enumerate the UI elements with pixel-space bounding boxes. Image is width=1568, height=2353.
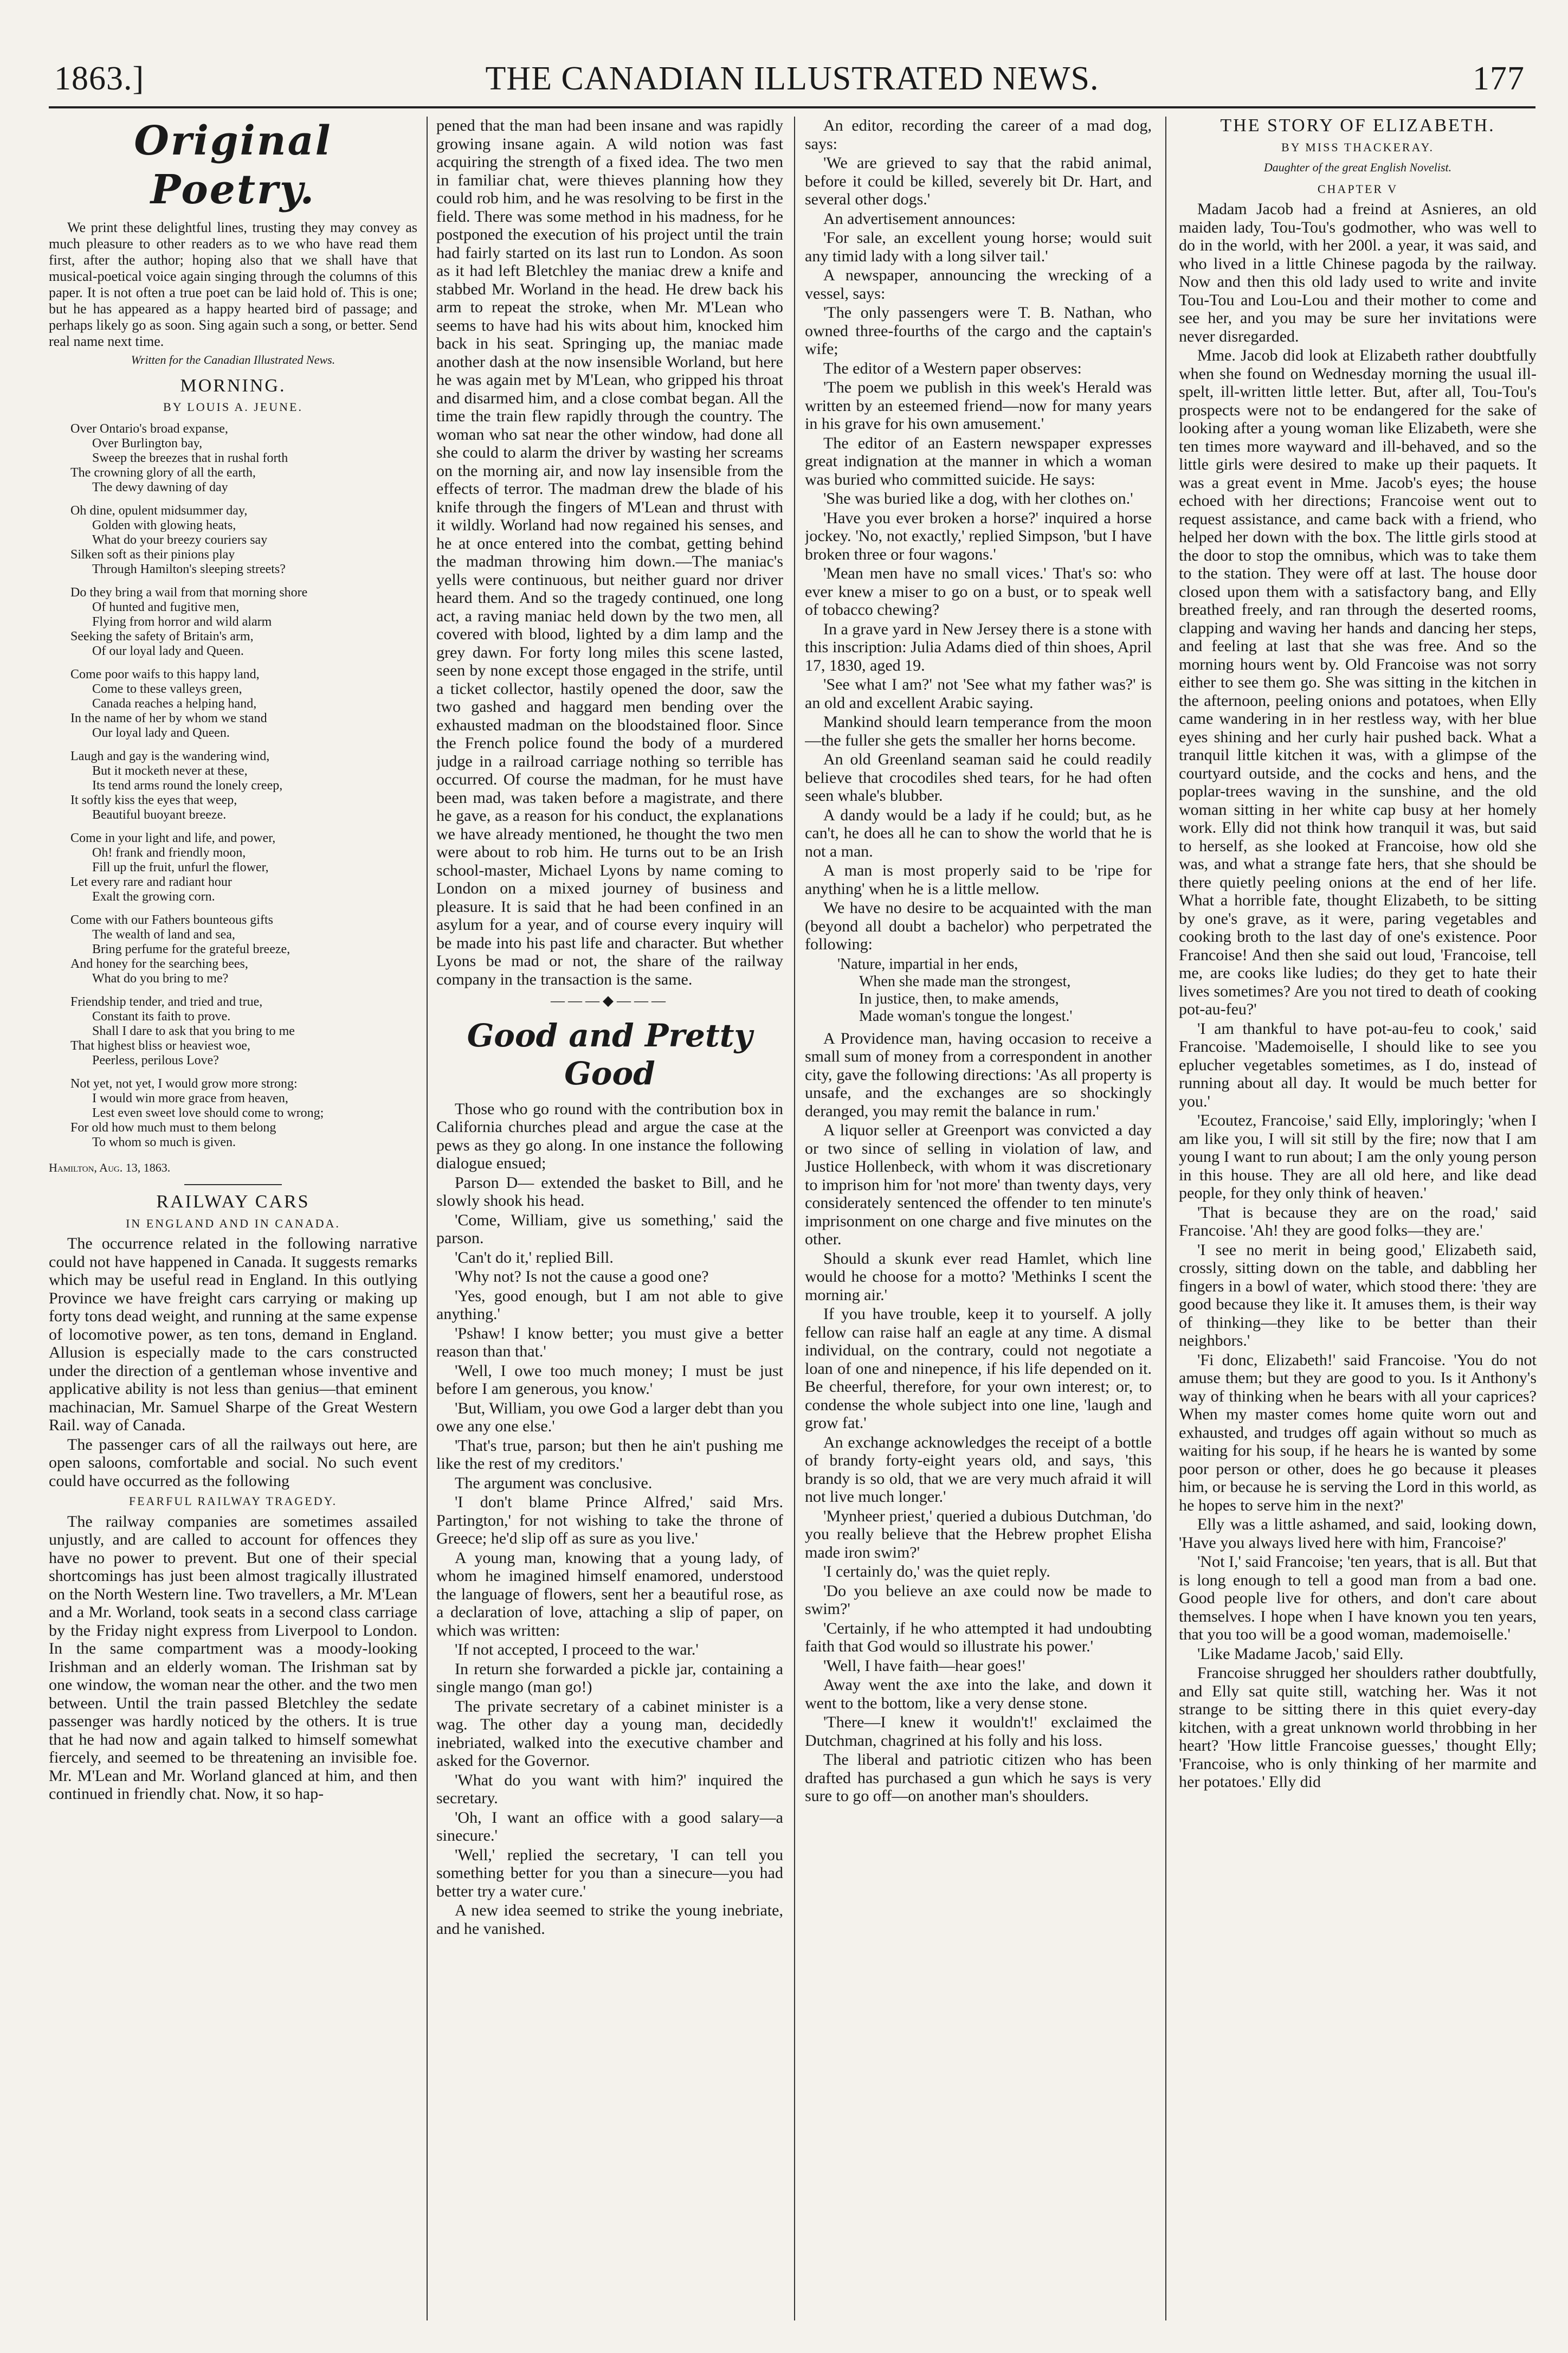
good-item: Should a skunk ever read Hamlet, which line would he choose for a motto? 'Methinks I scent the morning air.' — [805, 1249, 1152, 1304]
poem-stanza — [49, 749, 417, 822]
story-chapter: CHAPTER V — [1317, 182, 1398, 196]
poem-stanza — [49, 422, 417, 495]
story-paragraph: 'Not I,' said Francoise; 'ten years, that is all. But that is long enough to tell a good man from a bad one. Good people live for others, and don't care about themselves. I hope when I have known you ten years, that you too will be a good woman, mademoiselle.' — [1179, 1553, 1537, 1643]
good-item: 'That's true, parson; but then he ain't pushing me like the rest of my creditors.' — [436, 1436, 783, 1473]
poem-line: Seeking the safety of Britain's arm, — [70, 629, 254, 644]
story-paragraph: 'Fi donc, Elizabeth!' said Francoise. 'You do not amuse them; but they are good to you. Is it Anthony's way of thinking when he bears with all your caprices? When my master comes home quite worn out and exhausted, and trudges off again without so much as waiting for his soup, if he hears he is wanted by some poor person or other, does he go because it pleases him, or because he is serving the Lord in this world, as he hopes to serve him in the next?' — [1179, 1351, 1537, 1514]
good-item: In return she forwarded a pickle jar, containing a single mango (man go!) — [436, 1660, 783, 1696]
good-item: 'Mynheer priest,' queried a dubious Dutchman, 'do you really believe that the Hebrew prophet Elisha made iron swim?' — [805, 1507, 1152, 1561]
good-item: 'I certainly do,' was the quiet reply. — [823, 1563, 1050, 1580]
good-item: The private secretary of a cabinet minister is a wag. The other day a young man, decidedly inebriated, walked into the executive chamber and asked for the Governor. — [436, 1697, 783, 1770]
good-item: 'Certainly, if he who attempted it had undoubting faith that God would so illustrate his power.' — [805, 1619, 1152, 1655]
poem-line: Over Burlington bay, — [92, 436, 203, 451]
poem-line: But it mocketh never at these, — [92, 763, 248, 778]
tragedy-text-part-2: pened that the man had been insane and was rapidly growing insane again. A wild notion was fast acquiring the strength of a fixed idea. The two men in familiar chat, were thieves planning how they could rob him, and he was resolving to be first in the field. There was some method in his madness, for he postponed the execution of his project until the train had fairly started on its last run to London. As soon as it had left Bletchley the maniac drew a knife and stabbed Mr. Worland in the head. He drew back his arm to repeat the stroke, when Mr. M'Lean who seems to have had his wits about him, knocked him back in his seat. Springing up, the maniac made another dash at the now insensible Worland, but here he was again met by M'Lean, who gripped his throat and disarmed him, and a close combat began. All the time the train flew rapidly through the country. The woman who sat near the other window, had done all she could to alarm the driver by wasting her screams on the morning air, and now lay insensible from the effects of terror. The madman drew the blade of his knife through the fingers of M'Lean and thrust with it wildly. Worland had now regained his senses, and he at once entered into the combat, getting behind the madman throwing him down.—The maniac's yells were continuous, but neither guard nor driver heard them. And so the tragedy continued, one long act, a raving maniac held down by the two men, all covered with blood, lighted by a dim lamp and the grey dawn. For forty long miles this scene lasted, seen by none except those engaged in the strife, until a ticket collector, hastily opened the door, saw the two gashed and haggard men bending over the exhausted madman on the bloodstained floor. Since the French police found the body of a murdered judge in a railroad carriage nothing so terrible has occurred. Of course the madman, for he must have been mad, was taken before a magistrate, and there he gave, as a reason for his conduct, the explanations we have already mentioned, he thought the two men were about to rob him. He turns out to be an Irish school-master, Michael Lyons by name coming to London on a mixed journey of business and pleasure. It is said that he had been confined in an asylum for a year, and of course every inquiry will be made into his past life and character. But whether Lyons be mad or not, the share of the railway company in the transaction is the same. — [436, 117, 783, 988]
header-year: 1863.] — [54, 60, 145, 97]
story-paragraph: 'I see no merit in being good,' Elizabeth said, crossly, sitting down on the table, and dabbling her fingers in a bowl of water, which stood there: 'they are good because they like it. It amuses them, is their way of thinking—they like to be better than their neighbors.' — [1179, 1240, 1537, 1349]
good-item: A young man, knowing that a young lady, of whom he imagined himself enamored, understood the language of flowers, sent her a beautiful rose, as a declaration of love, attaching a slip of paper, on which was written: — [436, 1548, 783, 1640]
poem-line: Golden with glowing heats, — [92, 518, 236, 532]
poem-line: Oh dine, opulent midsummer day, — [70, 503, 248, 518]
good-item: Away went the axe into the lake, and down it went to the bottom, like a very dense stone. — [805, 1676, 1152, 1712]
poem-line: Oh! frank and friendly moon, — [92, 845, 246, 860]
railway-paragraph: The occurrence related in the following narrative could not have happened in Canada. It suggests remarks which may be useful read in England. In this outlying Province we have freight cars carrying or making up forty tons dead weight, and running at the same expense of locomotive power, as ten tons, demand in England. Allusion is especially made to the cars constructed under the direction of a gentleman whose inventive and applicative ability is not less than genius—that eminent machinacian, Mr. Samuel Sharpe of the Great Western Rail. way of Canada. — [49, 1235, 417, 1434]
good-item: 'The poem we publish in this week's Herald was written by an esteemed friend—now for many years in his grave for his own amusement.' — [805, 378, 1152, 433]
poem-signoff: Hamilton, Aug. 13, 1863. — [49, 1160, 171, 1174]
poem-line: Let every rare and radiant hour — [70, 875, 232, 889]
poem-line: To whom so much is given. — [92, 1135, 236, 1149]
good-item: 'Why not? Is not the cause a good one? — [455, 1268, 709, 1285]
verse-line: When she made man the strongest, — [859, 973, 1071, 990]
poem-stanza — [49, 831, 417, 904]
verse-line: 'Nature, impartial in her ends, — [837, 955, 1018, 973]
railway-title: RAILWAY CARS — [156, 1192, 310, 1212]
good-item: If you have trouble, keep it to yourself. A jolly fellow can raise half an eagle at any time. A dismal individual, on the contrary, could not negotiate a loan of one and ninepence, if his life depended on it. Be cheerful, therefore, for your own interest; or, to condense the whole subject into one line, 'laugh and grow fat.' — [805, 1305, 1152, 1432]
poem-line: Through Hamilton's sleeping streets? — [92, 562, 286, 576]
column-separator — [427, 117, 428, 2320]
column-separator — [794, 117, 795, 2320]
good-item: 'Can't do it,' replied Bill. — [455, 1248, 614, 1266]
poem-line: Silken soft as their pinions play — [70, 547, 235, 562]
story-paragraph: Elly was a little ashamed, and said, looking down, 'Have you always lived here with him, Francoise?' — [1179, 1515, 1537, 1552]
good-item: An old Greenland seaman said he could readily believe that crocodiles shed tears, for he had often seen whale's blubber. — [805, 750, 1152, 805]
poem-line: The dewy dawning of day — [92, 480, 228, 494]
story-paragraph: Mme. Jacob did look at Elizabeth rather doubtfully when she found on Wednesday morning the usual ill-spelt, ill-written little letter. But, after all, Tou-Tou's prospects were not to be endangered for the sake of looking after a young woman like Elizabeth, were she ten times more wayward and ill-behaved, and so the little girls were desired to make up their paquets. It was a great event in Mme. Jacob's eyes; the house echoed with her directions; Francoise went out to request assistance, and came back with a friend, who helped her down with the box. The little girls stood at the door to stop the omnibus, which was to take them to the station. They were off at last. The house door closed upon them with a satisfactory bang, and Elly breathed freely, and ran through the deserted rooms, clapping and waving her hands and dancing her steps, and feeling at last that she was free. And so the morning hours went by. Old Francoise was not sorry either to see them go. She was sitting in the kitchen in the afternoon, peeling onions and potatoes, when Elly came wandering in in her restless way, with her blue eyes shining and her curly hair pushed back. What a tranquil little kitchen it was, with a glimpse of the courtyard outside, and the cocks and hens, and the poplar-trees waving in the sunshine, and the old woman sitting in her white cap busy at her homely work. Elly did not think how tranquil it was, but said to herself, as she looked at Francoise, how old she was, and what a strange fate hers, that she should be there quietly peeling onions at the end of her life. What a horrible fate, thought Elizabeth, to be sitting by one's grave, as it were, paring vegetables and cooking broth to the last day of one's existence. Poor Francoise! And then she said out loud, 'Francoise, tell me, are cooks like ludies; do they get to hate their lives sometimes? Are you not tired to death of cooking pot-au-feu?' — [1179, 346, 1537, 1018]
story-paragraph: 'I am thankful to have pot-au-feu to cook,' said Francoise. 'Mademoiselle, I should like to see you eplucher vegetables sometimes, as I do, instead of running about all day. It would be much better for you.' — [1179, 1019, 1537, 1110]
poem-line: The crowning glory of all the earth, — [70, 465, 256, 480]
poem-stanza — [49, 995, 417, 1068]
good-item: 'We are grieved to say that the rabid animal, before it could be killed, severely bit Dr. Hart, and several other dogs.' — [805, 154, 1152, 208]
poem-stanza — [49, 586, 417, 659]
good-item: 'Mean men have no small vices.' That's so: who ever knew a miser to go on a bust, or to speak well of tobacco chewing? — [805, 564, 1152, 619]
poem-line: Beautiful buoyant breeze. — [92, 807, 227, 822]
poem-title: MORNING. — [180, 375, 286, 396]
good-column-3-top — [805, 117, 1152, 954]
good-item: 'She was buried like a dog, with her clothes on.' — [823, 490, 1133, 507]
poem-line: In the name of her by whom we stand — [70, 711, 267, 725]
poem-line: Of hunted and fugitive men, — [92, 600, 240, 614]
good-item: 'Have you ever broken a horse?' inquired a horse jockey. 'No, not exactly,' replied Simpson, 'but I have broken three or four wagons.' — [805, 509, 1152, 563]
good-item: 'If not accepted, I proceed to the war.' — [455, 1641, 699, 1658]
story-byline: BY MISS THACKERAY. — [1281, 140, 1434, 154]
good-item: 'Well,' replied the secretary, 'I can tell you something better for you than a sinecure—you had better try a water cure.' — [436, 1846, 783, 1900]
railway-paragraph: The passenger cars of all the railways out here, are open saloons, comfortable and social. No such event could have occurred as the following — [49, 1435, 417, 1490]
poem-line: It softly kiss the eyes that weep, — [70, 793, 237, 807]
poem-line: What do your breezy couriers say — [92, 532, 268, 547]
poem-body — [49, 422, 417, 1150]
good-item: In a grave yard in New Jersey there is a stone with this inscription: Julia Adams died of thin shoes, April 17, 1830, aged 19. — [805, 620, 1152, 674]
story-paragraph: 'That is because they are on the road,' said Francoise. 'Ah! they are good folks—they are.' — [1179, 1203, 1537, 1239]
poem-line: What do you bring to me? — [92, 971, 229, 986]
good-item: An advertisement announces: — [823, 209, 1016, 228]
railway-subtitle: IN ENGLAND AND IN CANADA. — [126, 1216, 340, 1230]
page-header — [49, 54, 1535, 103]
story-author-note: Daughter of the great English Novelist. — [1263, 160, 1452, 174]
story-body — [1179, 200, 1537, 1791]
story-title: THE STORY OF ELIZABETH. — [1220, 117, 1495, 136]
poem-written-for: Written for the Canadian Illustrated News. — [131, 353, 335, 367]
poem-line: Do they bring a wail from that morning shore — [70, 585, 308, 600]
poem-line: Of our loyal lady and Queen. — [92, 644, 244, 658]
good-item: A newspaper, announcing the wrecking of a vessel, says: — [805, 266, 1152, 303]
good-item: 'Oh, I want an office with a good salary—a sinecure.' — [436, 1808, 783, 1844]
poem-line: Come in your light and life, and power, — [70, 831, 276, 845]
poem-line: Come with our Fathers bounteous gifts — [70, 912, 273, 927]
tragedy-heading: FEARFUL RAILWAY TRAGEDY. — [128, 1494, 338, 1508]
good-item: 'For sale, an excellent young horse; would suit any timid lady with a long silver tail.' — [805, 229, 1152, 265]
poem-line: Shall I dare to ask that you bring to me — [92, 1024, 295, 1038]
good-item: 'Do you believe an axe could now be made to swim?' — [805, 1581, 1152, 1618]
good-item: The argument was conclusive. — [455, 1474, 653, 1492]
good-item: The liberal and patriotic citizen who has been drafted has purchased a gun which he says is very sure to go off—on another man's shoulders. — [805, 1751, 1152, 1805]
poem-line: Lest even sweet love should come to wrong; — [92, 1105, 324, 1120]
good-heading: Good and Pretty Good — [467, 1017, 753, 1092]
poem-line: Come poor waifs to this happy land, — [70, 667, 260, 682]
header-page-number: 177 — [1473, 60, 1525, 97]
poem-stanza — [49, 913, 417, 986]
poem-line: Sweep the breezes that in rushal forth — [92, 451, 288, 465]
good-item: The editor of an Eastern newspaper expresses great indignation at the manner in which a woman was buried who committed suicide. He says: — [805, 434, 1152, 488]
verse-quote — [837, 956, 1152, 1025]
poem-line: Come to these valleys green, — [92, 682, 242, 696]
good-item: Parson D— extended the basket to Bill, and he slowly shook his head. — [436, 1173, 783, 1210]
poem-line: Constant its faith to prove. — [92, 1009, 231, 1024]
poem-stanza — [49, 667, 417, 741]
section-rule — [184, 1184, 282, 1185]
poem-byline: BY LOUIS A. JEUNE. — [163, 400, 303, 414]
poem-line: I would win more grace from heaven, — [92, 1091, 288, 1105]
poem-line: Not yet, not yet, I would grow more strong: — [70, 1076, 298, 1091]
header-rule — [49, 106, 1535, 108]
poem-line: Flying from horror and wild alarm — [92, 614, 272, 629]
column-1 — [49, 117, 417, 2320]
good-item: A Providence man, having occasion to receive a small sum of money from a correspondent in another city, gave the following directions: 'As all property is unsafe, and the exchanges are so shockingly deranged, you may remit the balance in rum.' — [805, 1029, 1152, 1120]
good-item: 'What do you want with him?' inquired the secretary. — [436, 1771, 783, 1807]
good-item: The editor of a Western paper observes: — [823, 359, 1082, 377]
good-item: Mankind should learn temperance from the moon—the fuller she gets the smaller her horns become. — [805, 713, 1152, 749]
poem-stanza — [49, 1077, 417, 1150]
column-separator — [1165, 117, 1166, 2320]
good-item: Those who go round with the contribution box in California churches plead and argue the case at the pews as they go along. In one instance the following dialogue ensued; — [436, 1100, 783, 1172]
poem-line: Our loyal lady and Queen. — [92, 725, 230, 740]
column-2 — [436, 117, 783, 2320]
story-paragraph: 'Like Madame Jacob,' said Elly. — [1197, 1644, 1404, 1663]
good-item: 'The only passengers were T. B. Nathan, who owned three-fourths of the cargo and the captain's wife; — [805, 304, 1152, 358]
poem-line: Its tend arms round the lonely creep, — [92, 778, 283, 793]
good-item: 'Pshaw! I know better; you must give a better reason than that.' — [436, 1324, 783, 1360]
good-item: 'There—I knew it wouldn't!' exclaimed the Dutchman, chagrined at his folly and his loss. — [805, 1713, 1152, 1750]
good-item: A liquor seller at Greenport was convicted a day or two since of selling in violation of law, and Justice Hollenbeck, with whom it was discretionary to imprison him for 'not more' than twenty days, very considerately sentenced the offender to ten minute's imprisonment on one charge and five minutes on the other. — [805, 1121, 1152, 1248]
column-4 — [1179, 117, 1537, 2320]
good-item: A man is most properly said to be 'ripe for anything' when he is a little mellow. — [805, 862, 1152, 898]
poem-line: That highest bliss or heaviest woe, — [70, 1038, 250, 1053]
good-item: A new idea seemed to strike the young inebriate, and he vanished. — [436, 1901, 783, 1938]
good-item: 'Come, William, give us something,' said the parson. — [436, 1211, 783, 1247]
poem-line: The wealth of land and sea, — [92, 927, 235, 942]
good-item: An exchange acknowledges the receipt of a bottle of brandy forty-eight years old, and says, 'this brandy is so old, that we are very much afraid it will not live much longer.' — [805, 1433, 1152, 1506]
header-title: THE CANADIAN ILLUSTRATED NEWS. — [485, 60, 1099, 97]
poetry-heading: Original Poetry. — [134, 118, 332, 213]
good-item: 'But, William, you owe God a larger debt than you owe any one else.' — [436, 1399, 783, 1435]
good-item: 'Yes, good enough, but I am not able to give anything.' — [436, 1287, 783, 1323]
poem-line: Over Ontario's broad expanse, — [70, 421, 228, 436]
poem-line: Peerless, perilous Love? — [92, 1053, 219, 1068]
poem-line: Laugh and gay is the wandering wind, — [70, 749, 270, 763]
story-paragraph: Madam Jacob had a freind at Asnieres, an old maiden lady, Tou-Tou's godmother, who was well to do in the world, with her 200l. a year, it was said, and who lived in a little Chinese pagoda by the railway. Now and then this old lady used to write and invite Tou-Tou and Lou-Lou and their mother to come and see her, and you may be sure her invitations were never disregarded. — [1179, 200, 1537, 345]
good-item: 'Well, I owe too much money; I must be just before I am generous, you know.' — [436, 1361, 783, 1398]
good-item: An editor, recording the career of a mad dog, says: — [805, 117, 1152, 153]
poem-line: For old how much must to them belong — [70, 1120, 276, 1135]
good-item: A dandy would be a lady if he could; but, as he can't, he does all he can to show the world that he is not a man. — [805, 806, 1152, 860]
poem-line: Fill up the fruit, unfurl the flower, — [92, 860, 269, 875]
poem-line: And honey for the searching bees, — [70, 956, 248, 971]
tragedy-text-part-1: The railway companies are sometimes assailed unjustly, and are called to account for offences they have no power to prevent. But one of their special shortcomings has just been almost tragically illustrated on the North Western line. Two travellers, a Mr. M'Lean and a Mr. Worland, took seats in a second class carriage by the Friday night express from Liverpool to London. In the same compartment was a moody-looking Irishman and an elderly woman. The Irishman sat by one window, the woman near the other. and the two men between. Until the train passed Bletchley the sedate passenger was hardly noticed by the others. It is true that he had now and again talked to himself somewhat fiercely, and seemed to be threatening an invisible foe. Mr. M'Lean and Mr. Worland glanced at him, and then continued in friendly chat. Now, it so hap- — [49, 1512, 417, 1803]
story-paragraph: 'Ecoutez, Francoise,' said Elly, imploringly; 'when I am like you, I will sit still by the fire; now that I am young I want to run about; I am the only young person in this house. They are all old here, and like dead people, for they only think of heaven.' — [1179, 1111, 1537, 1202]
verse-line: In justice, then, to make amends, — [859, 990, 1059, 1007]
good-column-2 — [436, 1100, 783, 1938]
good-item: We have no desire to be acquainted with the man (beyond all doubt a bachelor) who perpetrated the following: — [805, 899, 1152, 953]
verse-line: Made woman's tongue the longest.' — [859, 1007, 1073, 1025]
column-3 — [805, 117, 1152, 2320]
good-item: 'I don't blame Prince Alfred,' said Mrs. Partington,' for not wishing to take the throne of Greece; he'd slip off as sure as you live.' — [436, 1493, 783, 1547]
good-column-3-bottom — [805, 1030, 1152, 1805]
good-item: 'See what I am?' not 'See what my father was?' is an old and excellent Arabic saying. — [805, 676, 1152, 712]
poem-line: Friendship tender, and tried and true, — [70, 994, 263, 1009]
good-item: 'Well, I have faith—hear goes!' — [823, 1656, 1025, 1675]
poem-line: Exalt the growing corn. — [92, 889, 215, 904]
poem-stanza — [49, 504, 417, 577]
poem-line: Bring perfume for the grateful breeze, — [92, 942, 291, 956]
poem-line: Canada reaches a helping hand, — [92, 696, 257, 711]
poetry-intro: We print these delightful lines, trusting they may convey as much pleasure to other readers as to we who have read them first, after the author; hoping also that we shall have that musical-poetical voice again singing through the columns of this paper. It is not often a true poet can be laid hold of. This is one; but he has appeared as a happy hearted bird of passage; and perhaps likely go as soon. Sing again such a song, or better. Send real name next time. — [49, 220, 417, 349]
ornament-divider: ———◆——— — [551, 993, 669, 1008]
story-paragraph: Francoise shrugged her shoulders rather doubtfully, and Elly sat quite still, watching her. Was it not strange to be sitting there in this quiet every-day kitchen, with a great unknown world throbbing in her heart? 'How little Francoise guesses,' thought Elly; 'Francoise, who is only thinking of her marmite and her potatoes.' Elly did — [1179, 1664, 1537, 1791]
